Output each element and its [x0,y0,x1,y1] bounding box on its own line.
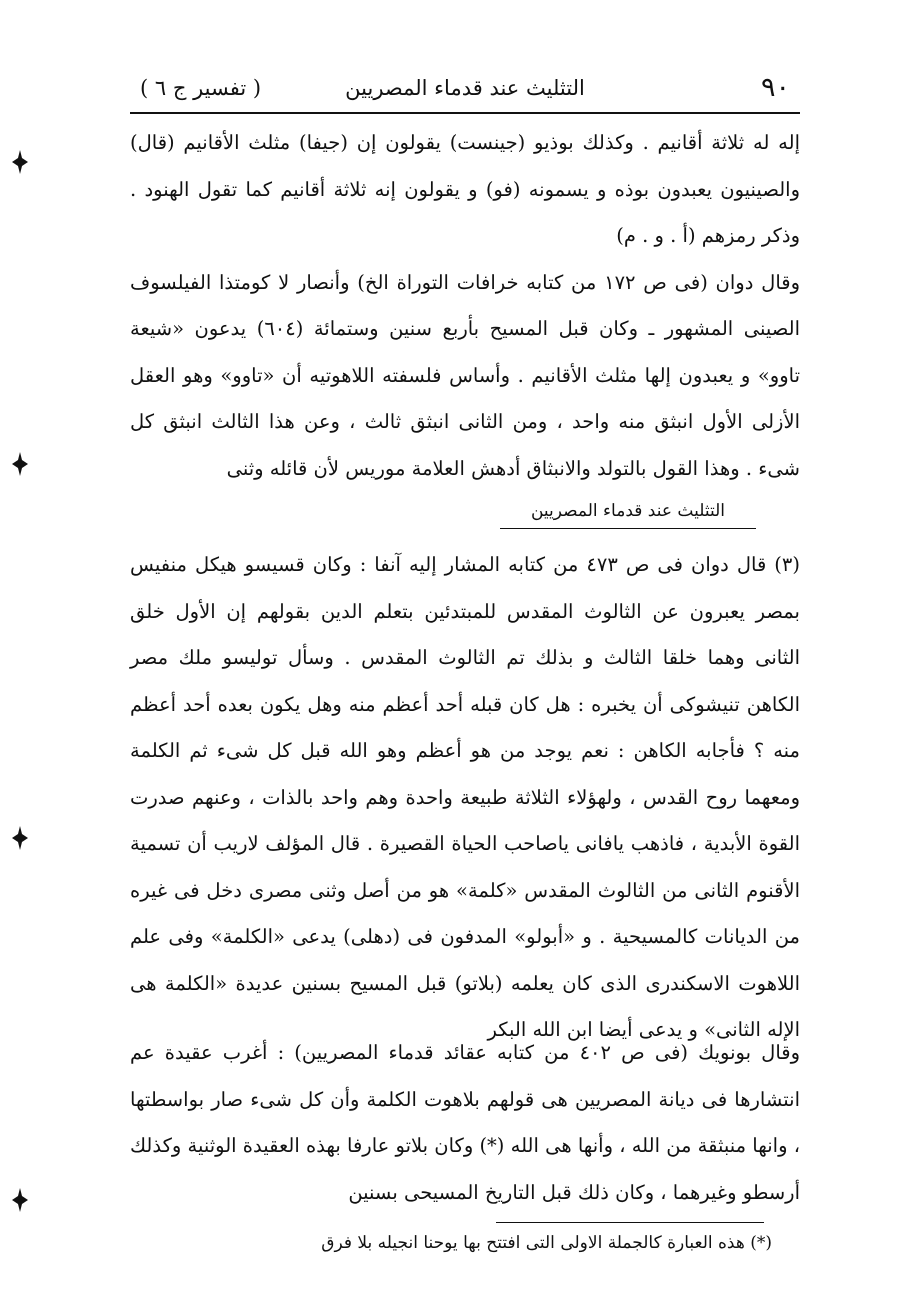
text-block-middle [130,542,800,1054]
page-number: ٩٠ [760,72,790,103]
paragraph: (٣) قال دوان فى ص ٤٧٣ من كتابه المشار إليه آنفا : وكان قسيسو هيكل منفيس بمصر يعبرون عن الثالوث المقدس للمبتدئين بتعلم الدين بقولهم إن الأول خلق الثانى وهما خلقا الثالث و بذلك تم الثالوث المقدس . وسأل توليسو ملك مصر الكاهن تنيشوكى أن يخبره : هل كان قبله أحد أعظم منه وهل يكون بعده أحد أعظم منه ؟ فأجابه الكاهن : نعم يوجد من هو أعظم وهو الله قبل كل شىء ثم الكلمة ومعهما روح القدس ، ولهؤلاء الثلاثة طبيعة واحدة وهم واحد بالذات ، وعنهم صدرت القوة الأبدية ، فاذهب يافانى ياصاحب الحياة القصيرة . قال المؤلف لاريب أن تسمية الأقنوم الثانى من الثالوث المقدس «كلمة» هو من أصل وثنى مصرى دخل فى غيره من الديانات كالمسيحية . و «أبولو» المدفون فى (دهلى) يدعى «الكلمة» وفى علم اللاهوت الاسكندرى الذى كان يعلمه (بلاتو) قبل المسيح بسنين عديدة «الكلمة هى الإله الثانى» و يدعى أيضا ابن الله البكر [130,553,800,1041]
paragraph: إله له ثلاثة أقانيم . وكذلك بوذيو (جينست) يقولون إن (جيفا) مثلث الأقانيم (قال) والصينيون يعبدون بوذه و يسمونه (فو) و يقولون إنه ثلاثة أقانيم كما تقول الهنود . وذكر رمزهم (أ . و . م) [130,131,800,247]
footnote: (*) هذه العبارة كالجملة الاولى التى افتتح بها يوحنا انجيله بلا فرق [321,1233,772,1253]
page-header [130,70,800,114]
paragraph: وقال بونويك (فى ص ٤٠٢ من كتابه عقائد قدماء المصريين) : أغرب عقيدة عم انتشارها فى ديانة المصريين هى قولهم بلاهوت الكلمة وأن كل شىء صار بواسطتها ، وانها منبثقة من الله ، وأنها هى الله (*) وكان بلاتو عارفا بهذه العقيدة الوثنية وكذلك أرسطو وغيرهما ، وكان ذلك قبل التاريخ المسيحى بسنين [130,1041,801,1204]
asterisk-mark [12,150,28,174]
book-reference: ( تفسير ج ٦ ) [140,76,262,100]
text-block-top [130,120,800,492]
running-title: التثليث عند قدماء المصريين [345,76,585,100]
asterisk-mark [12,452,28,476]
footnote-rule [496,1222,764,1223]
paragraph: وقال دوان (فى ص ١٧٢ من كتابه خرافات التوراة الخ) وأنصار لا كومتذا الفيلسوف الصينى المشهور ـ وكان قبل المسيح بأربع سنين وستمائة (٦٠٤) يدعون «شيعة تاوو» و يعبدون إلها مثلث الأقانيم . وأساس فلسفته اللاهوتيه أن «تاوو» وهو العقل الأزلى الأول انبثق منه واحد ، ومن الثانى انبثق ثالث ، وعن هذا الثالث انبثق كل شىء . وهذا القول بالتولد والانبثاق أدهش العلامة موريس لأن قائله وثنى [130,270,801,480]
asterisk-mark [12,1188,28,1212]
asterisk-mark [12,826,28,850]
section-heading: التثليث عند قدماء المصريين [500,494,756,529]
text-block-bottom [130,1030,800,1216]
header-rule [130,112,800,114]
